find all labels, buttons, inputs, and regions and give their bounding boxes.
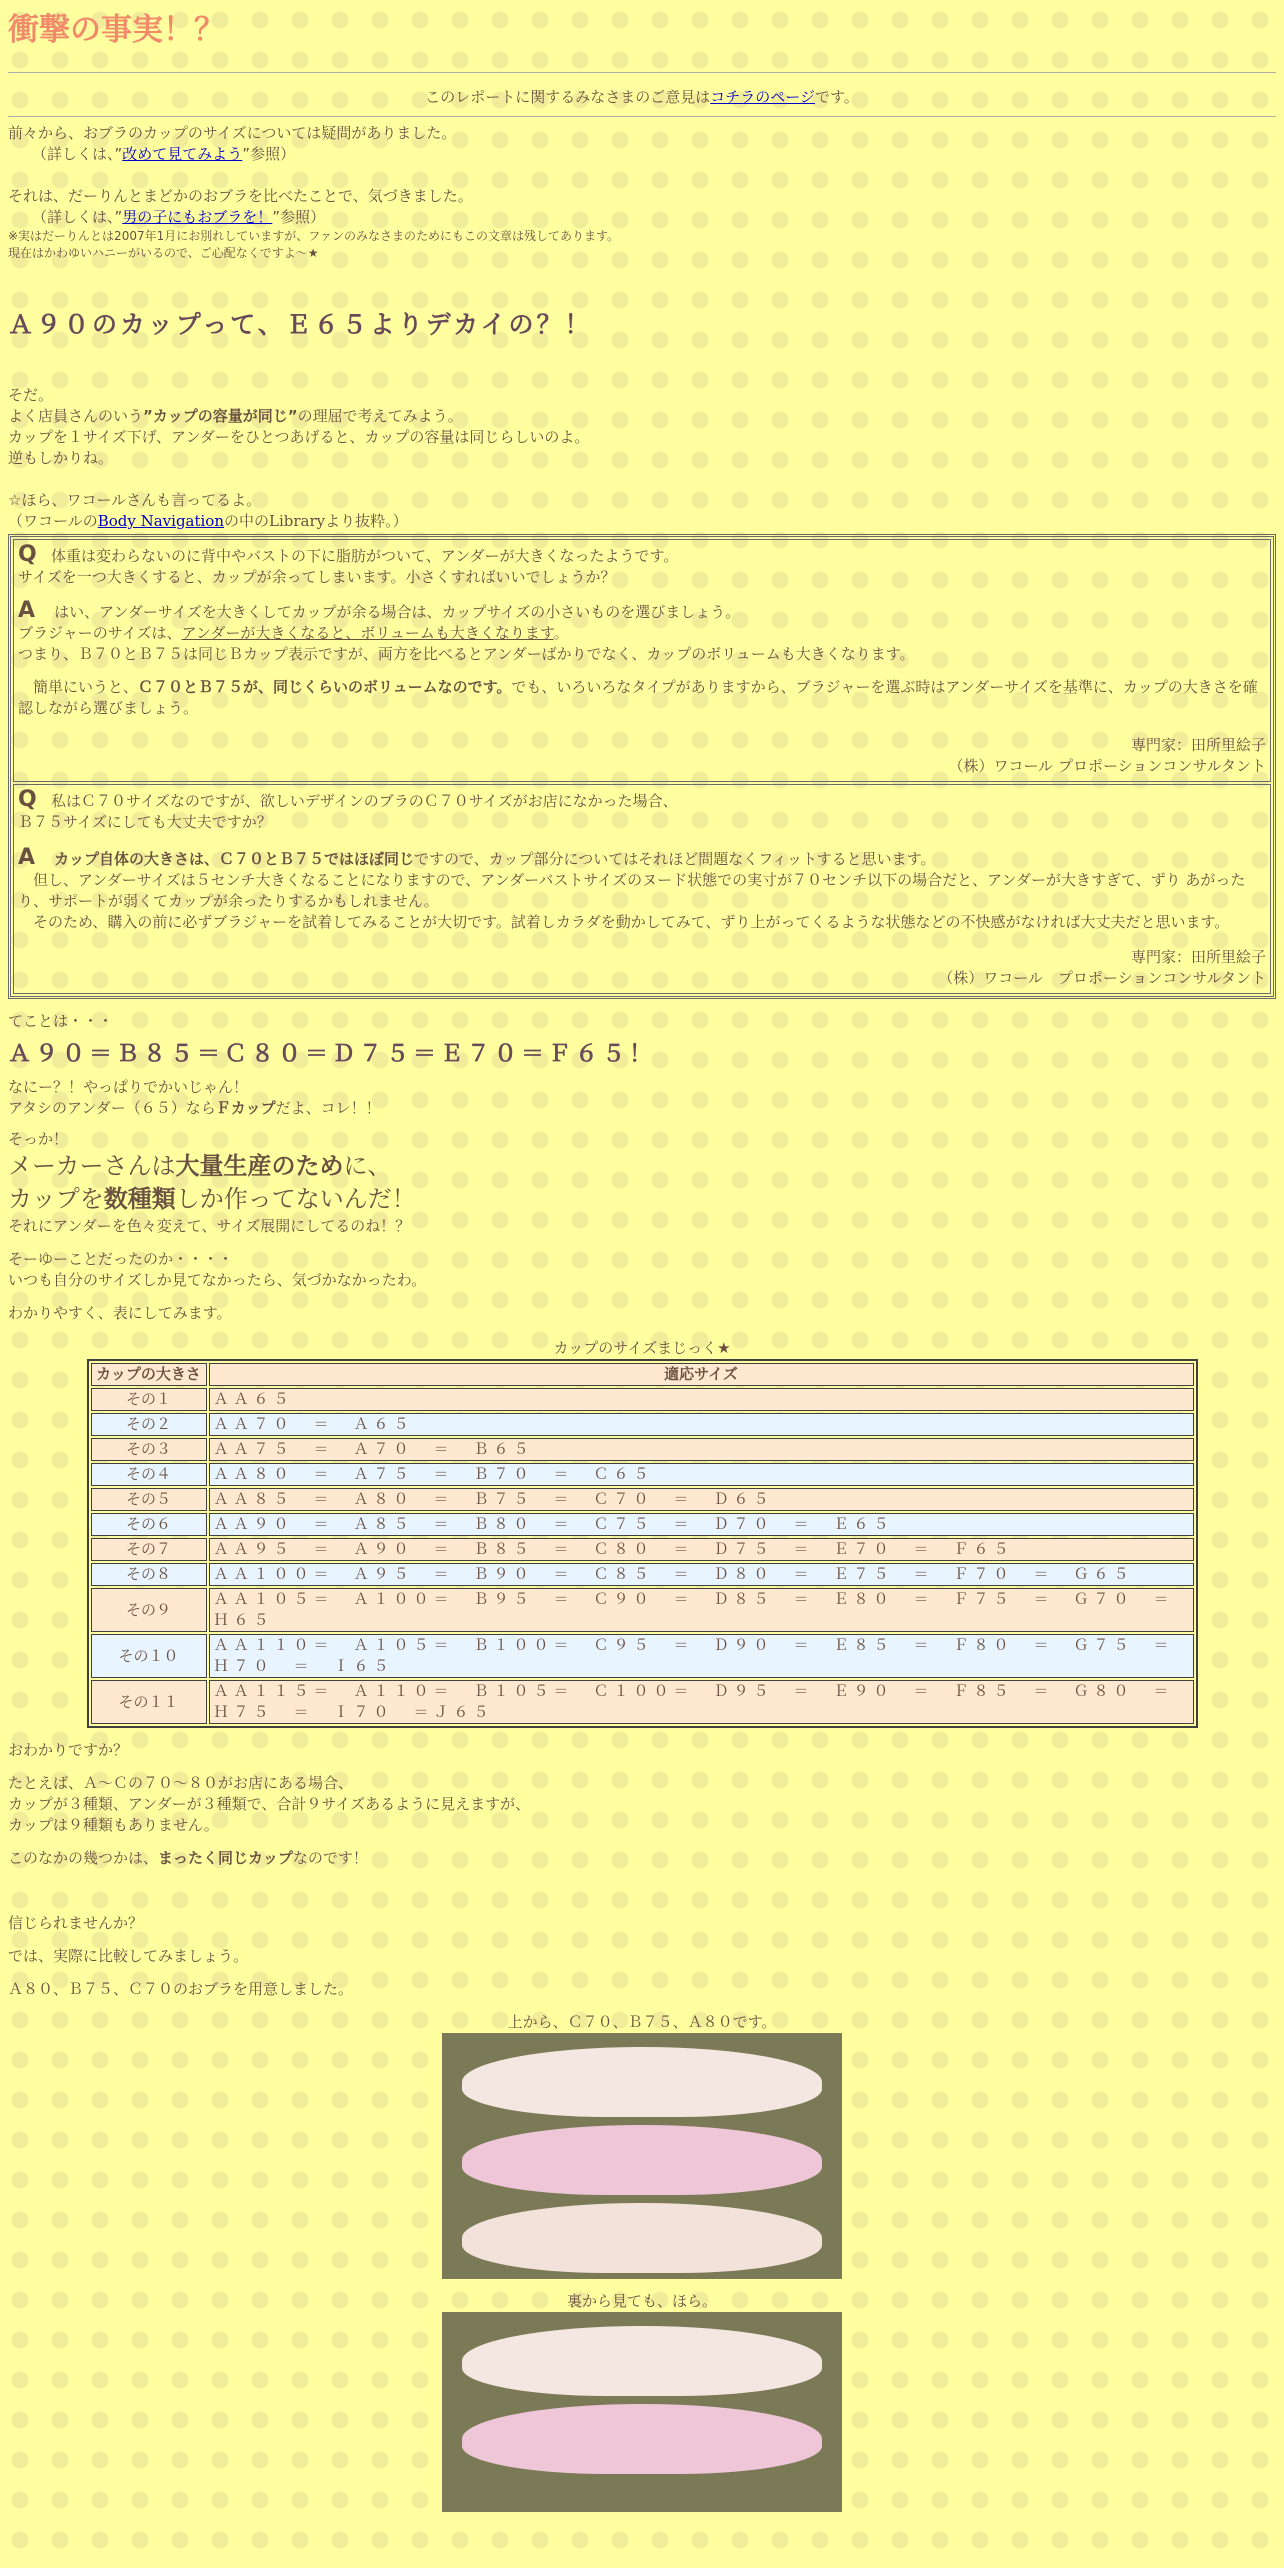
text: では、実際に比較してみましょう。 — [8, 1947, 249, 1965]
photo-caption: 上から、Ｃ７０、Ｂ７５、Ａ８０です。 — [507, 2013, 777, 2031]
a-letter: A — [18, 845, 36, 870]
cup-size-name: その３ — [91, 1438, 207, 1461]
opinion-text-end: です。 — [814, 88, 859, 106]
intro-ref — [8, 144, 1276, 165]
bra-shape — [462, 2404, 822, 2474]
qa-box-1 — [13, 539, 1271, 782]
intro-text: 前々から、おブラのカップのサイズについては疑問がありました。 — [8, 124, 457, 142]
text — [8, 406, 1276, 427]
para1 — [8, 385, 1276, 532]
text-part: しか作ってないんだ！ — [175, 1185, 416, 1213]
text: カップは９種類もありません。 — [8, 1816, 219, 1834]
section-heading: Ａ９０のカップって、Ｅ６５よりデカイの？！ — [8, 310, 593, 339]
text: それにアンダーを色々変えて、サイズ展開にしてるのね！？ — [8, 1217, 411, 1235]
text-part: だよ、コレ！！ — [275, 1099, 381, 1117]
ref-pre: （詳しくは、” — [32, 145, 123, 163]
expert-name: 専門家：田所里絵子 — [1130, 736, 1266, 754]
table-row — [91, 1634, 1194, 1678]
answer-text: ブラジャーのサイズは、 — [18, 624, 182, 642]
text-part: に、 — [343, 1152, 392, 1180]
note: ※実はだーりんとは2007年1月にお別れしていますが、ファンのみなさまのためにもこの文章は残してあります。 — [8, 229, 620, 243]
text: なにー？！やっぱりでかいじゃん！ — [8, 1078, 249, 1096]
compatible-sizes: ＡＡ９０ ＝ Ａ８５ ＝ Ｂ８０ ＝ Ｃ７５ ＝ Ｄ７０ ＝ Ｅ６５ — [209, 1513, 1194, 1536]
compatible-sizes: ＡＡ７０ ＝ Ａ６５ — [209, 1413, 1194, 1436]
text-bold: ”カップの容量が同じ” — [143, 407, 298, 425]
wacoal-source — [8, 511, 1276, 532]
compatible-sizes: ＡＡ１０５＝ Ａ１００＝ Ｂ９５ ＝ Ｃ９０ ＝ Ｄ８５ ＝ Ｅ８０ ＝ Ｆ７５ ＝ Ｇ７０ ＝Ｈ６５ — [209, 1588, 1194, 1632]
text-bold: 数種類 — [103, 1185, 176, 1213]
bra-shape — [462, 2203, 822, 2273]
cup-size-name: その１ — [91, 1388, 207, 1411]
answer-bold: カップ自体の大きさは、Ｃ７０とＢ７５ではほぼ同じ — [54, 850, 414, 868]
intro — [8, 117, 1276, 262]
compatible-sizes: ＡＡ９５ ＝ Ａ９０ ＝ Ｂ８５ ＝ Ｃ８０ ＝ Ｄ７５ ＝ Ｅ７０ ＝ Ｆ６５ — [209, 1538, 1194, 1561]
ref-pre: （詳しくは、” — [32, 208, 123, 226]
qa-table — [8, 534, 1276, 999]
text: カップを１サイズ下げ、アンダーをひとつあげると、カップの容量は同じらしいのよ。 — [8, 428, 590, 446]
text-part: （ワコールの — [8, 512, 98, 530]
table-caption: カップのサイズまじっく★ — [553, 1339, 731, 1357]
text: ☆ほら、ワコールさんも言ってるよ。 — [8, 491, 262, 509]
bra-shape — [462, 2125, 822, 2195]
text-part: メーカーさんは — [8, 1152, 176, 1180]
intro-ref — [8, 207, 1276, 228]
question-text: Ｂ７５サイズにしても大丈夫ですか？ — [18, 813, 272, 831]
answer-text: そのため、購入の前に必ずブラジャーを試着してみることが大切です。試着しカラダを動かしてみて、ずり上がってくるような状態などの不快感がなければ大丈夫だと思います。 — [33, 913, 1230, 931]
photo-caption: 裏から見ても、ほら。 — [566, 2292, 717, 2310]
text: そっか！ — [8, 1130, 69, 1148]
cup-size-name: その１０ — [91, 1634, 207, 1678]
text-bold: まったく同じカップ — [158, 1849, 293, 1867]
expert-name: 専門家：田所里絵子 — [1130, 948, 1266, 966]
text-part: カップを — [8, 1185, 104, 1213]
text: Ａ８０、Ｂ７５、Ｃ７０のおブラを用意しました。 — [8, 1980, 354, 1998]
text: たとえば、Ａ～Ｃの７０～８０がお店にある場合、 — [8, 1774, 354, 1792]
text-bold: 大量生産のため — [175, 1152, 344, 1180]
cup-size-name: その７ — [91, 1538, 207, 1561]
text: カップが３種類、アンダーが３種類で、合計９サイズあるように見えますが、 — [8, 1795, 531, 1813]
table-row — [91, 1680, 1194, 1724]
compatible-sizes: ＡＡ１１５＝ Ａ１１０＝ Ｂ１０５＝ Ｃ１００＝ Ｄ９５ ＝ Ｅ９０ ＝ Ｆ８５ ＝ Ｇ８０ ＝Ｈ７５ ＝ Ｉ７０ ＝Ｊ６５ — [209, 1680, 1194, 1724]
text: そだ。 — [8, 386, 54, 404]
bra-shape — [462, 2326, 822, 2396]
text-part: の中のLibraryより抜粋。） — [224, 512, 408, 530]
ref-link-boys[interactable]: 男の子にもおブラを！ — [122, 208, 273, 226]
page-title: 衝撃の事実！？ — [8, 12, 225, 48]
text: てことは・・・ — [8, 1012, 114, 1030]
opinion-link[interactable]: コチラのページ — [710, 88, 815, 106]
text: わかりやすく、表にしてみます。 — [8, 1304, 232, 1322]
intro-text: それは、だーりんとまどかのおブラを比べたことで、気づきました。 — [8, 187, 473, 205]
text: いつも自分のサイズしか見てなかったら、気づかなかったわ。 — [8, 1271, 427, 1289]
q-letter: Q — [18, 542, 37, 567]
table-row — [91, 1463, 1194, 1486]
table-row — [91, 1538, 1194, 1561]
text: そーゆーことだったのか・・・・ — [8, 1250, 234, 1268]
cup-size-name: その６ — [91, 1513, 207, 1536]
cup-size-name: その４ — [91, 1463, 207, 1486]
column-header: カップの大きさ — [91, 1363, 207, 1386]
table-row — [91, 1563, 1194, 1586]
cup-size-name: その１１ — [91, 1680, 207, 1724]
table-row — [91, 1488, 1194, 1511]
answer-text: 簡単にいうと、 — [33, 678, 139, 696]
table-row — [91, 1413, 1194, 1436]
text-part: の理屈で考えてみよう。 — [297, 407, 463, 425]
cup-size-name: その２ — [91, 1413, 207, 1436]
text-part: なのです！ — [292, 1849, 368, 1867]
equation: Ａ９０＝Ｂ８５＝Ｃ８０＝Ｄ７５＝Ｅ７０＝Ｆ６５！ — [8, 1041, 656, 1067]
question-text: サイズを一つ大きくすると、カップが余ってしまいます。小さくすればいいでしょうか？ — [18, 568, 616, 586]
body-navigation-link[interactable]: Body Navigation — [97, 512, 225, 530]
text-part: よく店員さんのいう — [8, 407, 144, 425]
compatible-sizes: ＡＡ６５ — [209, 1388, 1194, 1411]
table-row — [91, 1513, 1194, 1536]
answer-text: つまり、Ｂ７０とＢ７５は同じＢカップ表示ですが、両方を比べるとアンダーばかりでなく、カップのボリュームも大きくなります。 — [18, 645, 915, 663]
table-row — [91, 1388, 1194, 1411]
text: おわかりですか？ — [8, 1741, 129, 1759]
answer-underline: アンダーが大きくなると、ボリュームも大きくなります — [181, 624, 554, 642]
answer-text: 。 — [553, 624, 569, 642]
text — [8, 1848, 1276, 1869]
question-text: 体重は変わらないのに背中やバストの下に脂肪がついて、アンダーが大きくなったようです。 — [51, 547, 679, 565]
expert-company: （株）ワコール プロポーションコンサルタント — [938, 969, 1266, 987]
opinion-text: このレポートに関するみなさまのご意見は — [425, 88, 711, 106]
opinion-line — [8, 73, 1276, 116]
note: 現在はかわゆいハニーがいるので、ご心配なくですよ～★ — [8, 246, 319, 260]
cup-size-name: その９ — [91, 1588, 207, 1632]
bra-shape — [462, 2047, 822, 2117]
table-row — [91, 1588, 1194, 1632]
compatible-sizes: ＡＡ８５ ＝ Ａ８０ ＝ Ｂ７５ ＝ Ｃ７０ ＝ Ｄ６５ — [209, 1488, 1194, 1511]
table-row — [91, 1438, 1194, 1461]
question-text: 私はＣ７０サイズなのですが、欲しいデザインのブラのＣ７０サイズがお店になかった場合、 — [51, 792, 678, 810]
cup-size-name: その８ — [91, 1563, 207, 1586]
cup-size-name: その５ — [91, 1488, 207, 1511]
size-table — [87, 1359, 1198, 1728]
para2 — [8, 1077, 1276, 1324]
expert-company: （株）ワコール プロポーションコンサルタント — [948, 757, 1266, 775]
ref-post: ”参照） — [242, 145, 296, 163]
answer-bold: Ｃ７０とＢ７５が、同じくらいのボリュームなのです。 — [138, 678, 512, 696]
bra-photo-front — [442, 2033, 842, 2279]
text — [8, 1098, 1276, 1119]
para3 — [8, 1740, 1276, 2000]
q-letter: Q — [18, 787, 37, 812]
compatible-sizes: ＡＡ８０ ＝ Ａ７５ ＝ Ｂ７０ ＝ Ｃ６５ — [209, 1463, 1194, 1486]
answer-text: 但し、アンダーサイズは５センチ大きくなることになりますので、アンダーバストサイズのヌード状態での実寸が７０センチ以下の場合だと、アンダーが大きすぎて、ずり あがったり、サポートが弱くてカップが余ったりするかもしれません。 — [18, 871, 1246, 910]
qa-box-2 — [13, 784, 1271, 994]
text: 逆もしかりね。 — [8, 449, 114, 467]
compatible-sizes: ＡＡ１００＝ Ａ９５ ＝ Ｂ９０ ＝ Ｃ８５ ＝ Ｄ８０ ＝ Ｅ７５ ＝ Ｆ７０ ＝ Ｇ６５ — [209, 1563, 1194, 1586]
a-letter: A — [18, 598, 36, 623]
big-text — [8, 1150, 1276, 1183]
ref-post: ”参照） — [272, 208, 326, 226]
text-part: アタシのアンダー（６５）なら — [8, 1099, 216, 1117]
compatible-sizes: ＡＡ１１０＝ Ａ１０５＝ Ｂ１００＝ Ｃ９５ ＝ Ｄ９０ ＝ Ｅ８５ ＝ Ｆ８０ ＝ Ｇ７５ ＝Ｈ７０ ＝ Ｉ６５ — [209, 1634, 1194, 1678]
ref-link-review[interactable]: 改めて見てみよう — [122, 145, 243, 163]
answer-text: はい、アンダーサイズを大きくしてカップが余る場合は、カップサイズの小さいものを選びましょう。 — [54, 603, 741, 621]
text-bold: Ｆカップ — [215, 1099, 276, 1117]
answer-text: ですので、カップ部分についてはそれほど問題なくフィットすると思います。 — [413, 850, 936, 868]
compatible-sizes: ＡＡ７５ ＝ Ａ７０ ＝ Ｂ６５ — [209, 1438, 1194, 1461]
column-header: 適応サイズ — [209, 1363, 1194, 1386]
bra-photo-back — [442, 2312, 842, 2512]
text-part: このなかの幾つかは、 — [8, 1849, 159, 1867]
big-text — [8, 1183, 1276, 1216]
answer-text: でも、いろいろなタイプがありますから、ブラジャーを選ぶ時はアンダーサイズを基準に、カップの大きさを確認しながら選びましょう。 — [18, 678, 1258, 717]
text: 信じられませんか？ — [8, 1914, 144, 1932]
